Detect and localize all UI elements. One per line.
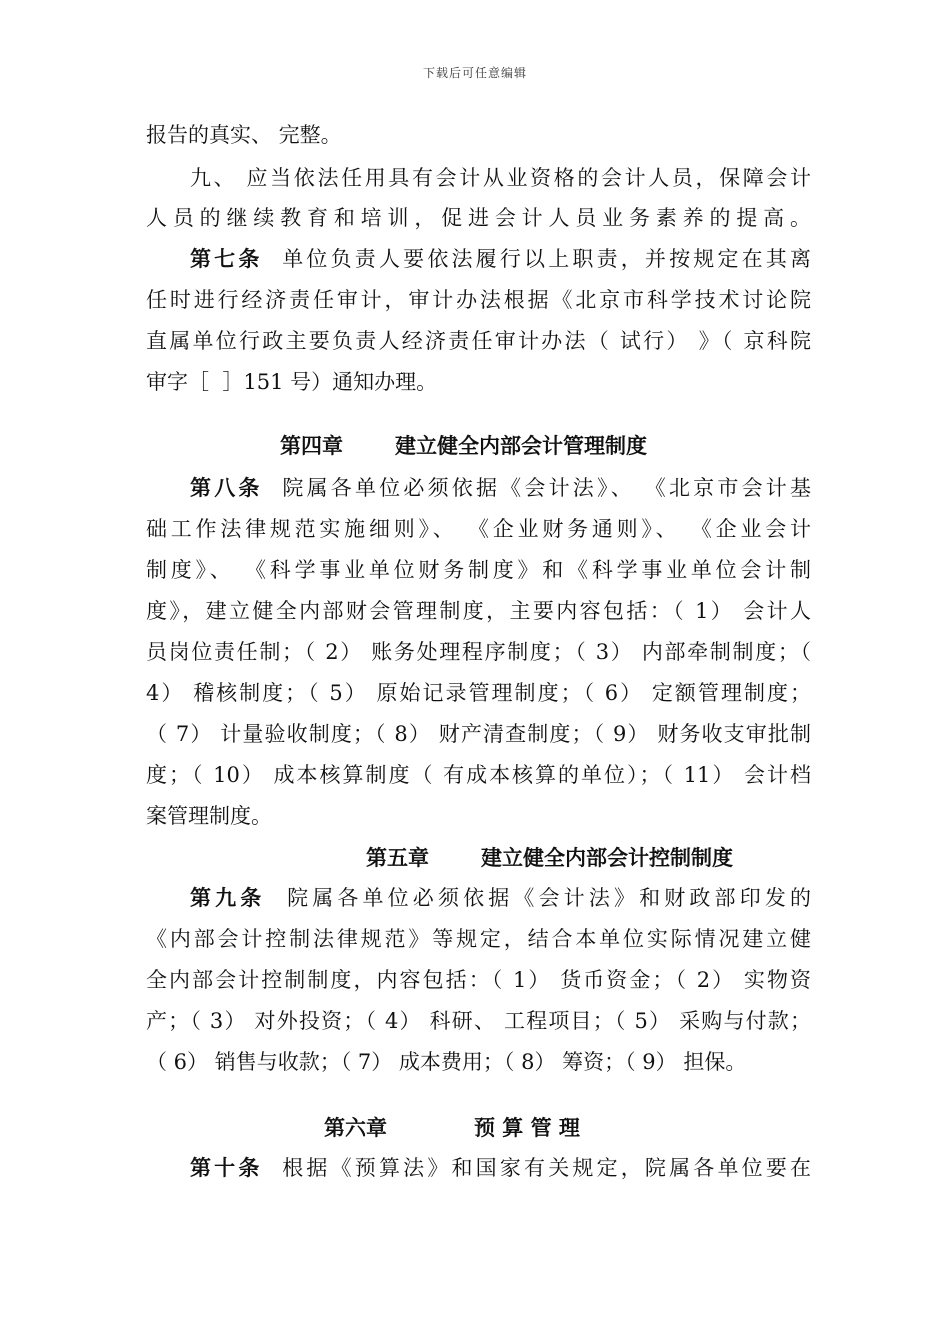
article-7-label: 第七条 [190, 246, 263, 271]
paragraph-line: 九、 应当依法任用具有会计从业资格的会计人员，保障会计 [190, 166, 811, 190]
chapter-6-title: 预 算 管 理 [474, 1115, 580, 1140]
paragraph-line: 任时进行经济责任审计，审计办法根据《北京市科学技术讨论院 [146, 288, 811, 312]
article-10-line [190, 1153, 811, 1183]
paragraph-line: 《内部会计控制法律规范》等规定，结合本单位实际情况建立健 [146, 927, 811, 951]
article-9-text: 院属各单位必须依据《会计法》和财政部印发的 [265, 886, 811, 910]
article-7-text: 单位负责人要依法履行以上职责，并按规定在其离 [262, 247, 811, 271]
paragraph-line: 员岗位责任制；（ 2） 账务处理程序制度；（ 3） 内部牵制制度；（ [146, 640, 811, 664]
article-9-label: 第九条 [190, 885, 266, 910]
article-8-label: 第八条 [190, 475, 263, 500]
article-10-label: 第十条 [190, 1155, 263, 1180]
page-header: 下载后可任意编辑 [422, 66, 527, 80]
article-8-text: 院属各单位必须依据《会计法》、 《北京市会计基 [262, 476, 811, 500]
chapter-5-title: 建立健全内部会计控制制度 [481, 845, 733, 870]
chapter-4-number: 第四章 [280, 433, 343, 458]
article-10-text: 根据《预算法》和国家有关规定，院属各单位要在 [262, 1156, 811, 1180]
paragraph-line: 度》，建立健全内部财会管理制度，主要内容包括：（ 1） 会计人 [146, 599, 811, 623]
chapter-6-number: 第六章 [324, 1115, 387, 1140]
paragraph-line: 度；（ 10） 成本核算制度（ 有成本核算的单位）；（ 11） 会计档 [146, 763, 811, 787]
paragraph-line: 制度》、 《科学事业单位财务制度》和《科学事业单位会计制 [146, 558, 811, 582]
article-9-line [190, 883, 811, 913]
paragraph-line: 全内部会计控制制度，内容包括：（ 1） 货币资金；（ 2） 实物资 [146, 968, 811, 992]
paragraph-line: 人员的继续教育和培训，促进会计人员业务素养的提高。 [146, 206, 811, 230]
article-7-line [190, 244, 811, 274]
paragraph-line: （ 6） 销售与收款；（ 7） 成本费用；（ 8） 筹资；（ 9） 担保。 [146, 1050, 747, 1074]
chapter-5-number: 第五章 [366, 845, 429, 870]
paragraph-line: 产；（ 3） 对外投资；（ 4） 科研、 工程项目；（ 5） 采购与付款； [146, 1009, 811, 1033]
chapter-4-title: 建立健全内部会计管理制度 [395, 433, 647, 458]
paragraph-line: 案管理制度。 [146, 804, 272, 828]
paragraph-line: 直属单位行政主要负责人经济责任审计办法（ 试行） 》（ 京科院 [146, 329, 811, 353]
article-8-line [190, 473, 811, 503]
paragraph-line: 4） 稽核制度；（ 5） 原始记录管理制度；（ 6） 定额管理制度； [146, 681, 811, 705]
paragraph-line: （ 7） 计量验收制度；（ 8） 财产清查制度；（ 9） 财务收支审批制 [146, 722, 811, 746]
paragraph-line: 础工作法律规范实施细则》、 《企业财务通则》、 《企业会计 [146, 517, 811, 541]
paragraph-line: 报告的真实、 完整。 [146, 123, 342, 147]
paragraph-line: 审字［ ］151 号）通知办理。 [146, 370, 438, 394]
